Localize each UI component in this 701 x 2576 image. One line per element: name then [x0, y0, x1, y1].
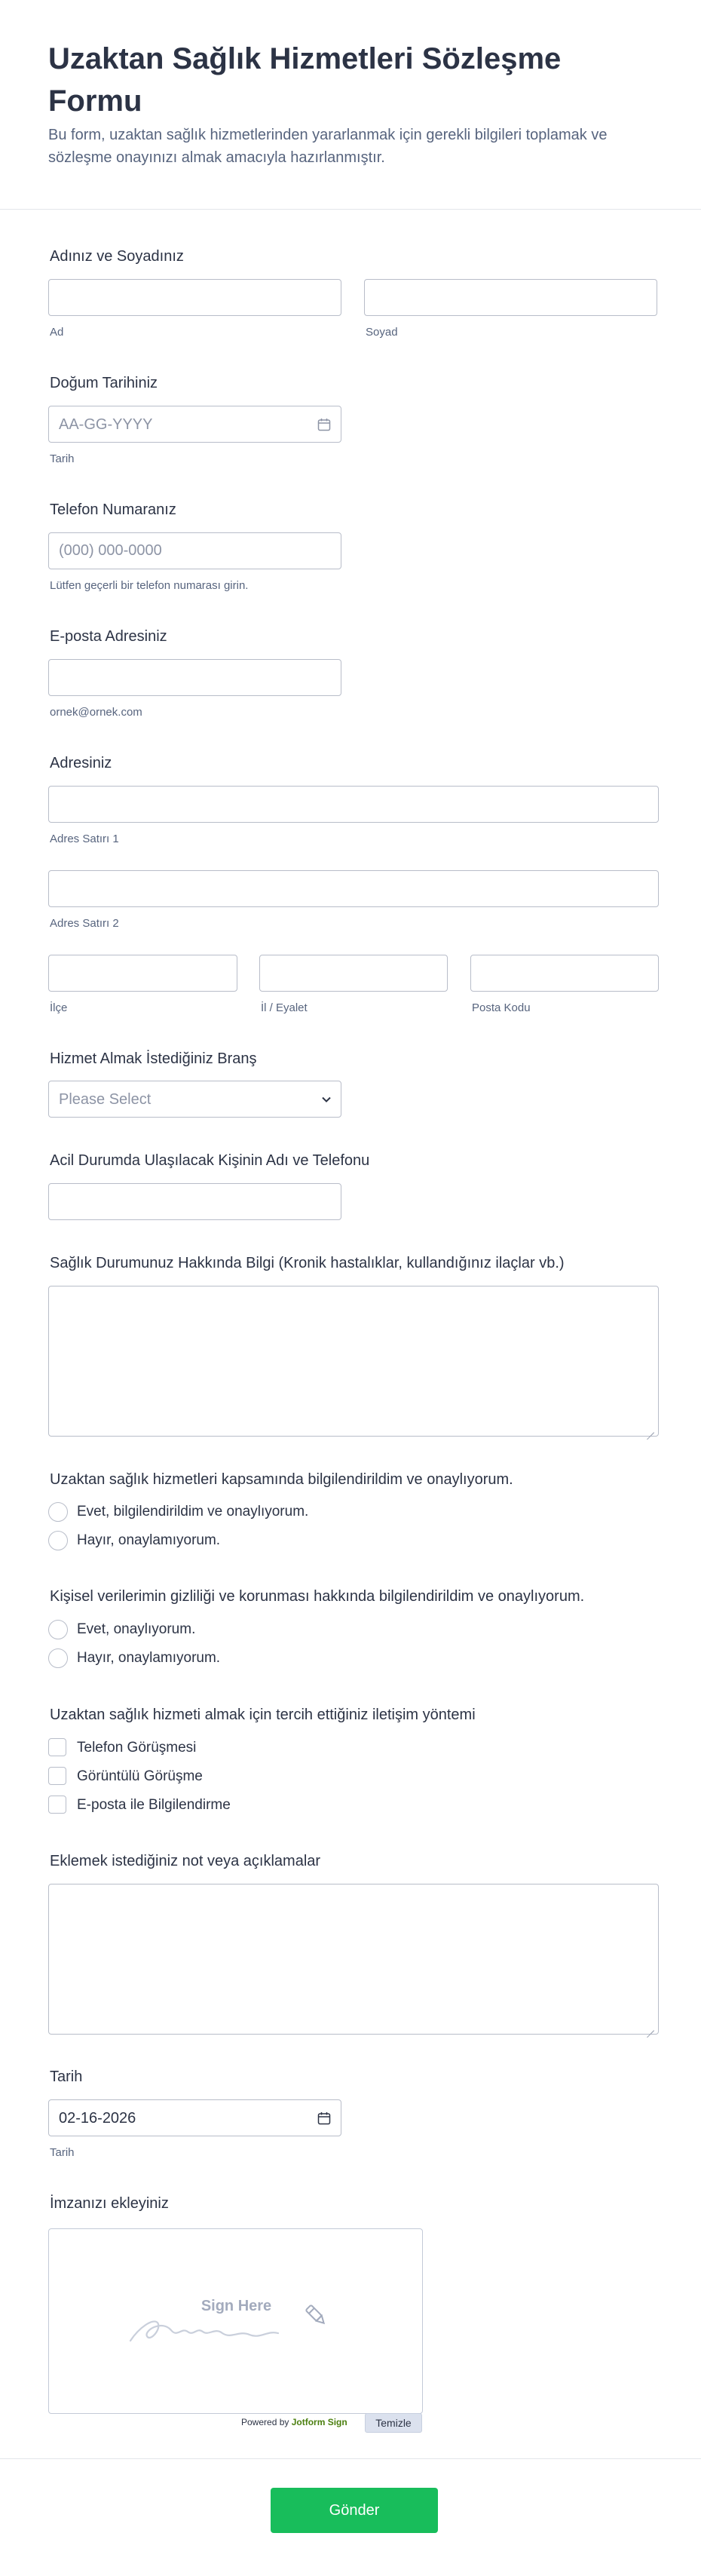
- phone-sublabel: Lütfen geçerli bir telefon numarası girin.: [50, 579, 249, 592]
- address-line2-sublabel: Adres Satırı 2: [50, 917, 119, 930]
- radio-button[interactable]: [48, 1620, 68, 1639]
- district-input[interactable]: [48, 955, 237, 992]
- submit-button[interactable]: Gönder: [271, 2488, 438, 2533]
- footer-divider: [0, 2458, 701, 2459]
- consent2-label: Kişisel verilerimin gizliliği ve korunması hakkında bilgilendirildim ve onaylıyorum.: [50, 1588, 585, 1605]
- signature-pad[interactable]: [48, 2228, 423, 2414]
- contact-option-label: E-posta ile Bilgilendirme: [77, 1797, 231, 1813]
- powered-by-prefix: Powered by: [241, 2417, 289, 2427]
- address-line1-sublabel: Adres Satırı 1: [50, 833, 119, 845]
- calendar-icon[interactable]: [317, 2111, 331, 2125]
- state-input[interactable]: [259, 955, 448, 992]
- phone-label: Telefon Numaranız: [50, 501, 176, 518]
- notes-resize-handle[interactable]: [647, 2023, 654, 2031]
- contact-option-label: Telefon Görüşmesi: [77, 1740, 197, 1756]
- checkbox[interactable]: [48, 1767, 66, 1785]
- address-line2-input[interactable]: [48, 870, 659, 907]
- clear-signature-button[interactable]: Temizle: [365, 2413, 422, 2433]
- form-header: [0, 0, 701, 210]
- sign-here-hint: Sign Here: [201, 2298, 272, 2314]
- signature-label: İmzanızı ekleyiniz: [50, 2195, 169, 2212]
- notes-label: Eklemek istediğiniz not veya açıklamalar: [50, 1853, 321, 1869]
- radio-button[interactable]: [48, 1502, 68, 1522]
- consent1-option-label: Hayır, onaylamıyorum.: [77, 1532, 221, 1548]
- consent1-label: Uzaktan sağlık hizmetleri kapsamında bilgilendirildim ve onaylıyorum.: [50, 1471, 513, 1488]
- birth-date-input[interactable]: [48, 406, 341, 443]
- notes-textarea[interactable]: [48, 1884, 659, 2035]
- radio-button[interactable]: [48, 1648, 68, 1668]
- radio-button[interactable]: [48, 1531, 68, 1550]
- branch-select-value: Please Select: [59, 1091, 152, 1108]
- birth-date-sublabel: Tarih: [50, 452, 75, 465]
- phone-input[interactable]: [48, 532, 341, 569]
- date-label: Tarih: [50, 2068, 83, 2085]
- birth-date-label: Doğum Tarihiniz: [50, 375, 158, 391]
- birth-date-placeholder: AA-GG-YYYY: [59, 416, 153, 433]
- chevron-down-icon: [321, 1094, 332, 1105]
- checkbox[interactable]: [48, 1738, 66, 1756]
- checkbox[interactable]: [48, 1796, 66, 1814]
- first-name-input[interactable]: [48, 279, 341, 316]
- consent2-option-label: Evet, onaylıyorum.: [77, 1621, 196, 1637]
- zip-input[interactable]: [470, 955, 659, 992]
- contact-option-label: Görüntülü Görüşme: [77, 1768, 203, 1784]
- powered-by-text: [241, 2417, 347, 2427]
- address-label: Adresiniz: [50, 755, 112, 771]
- health-label: Sağlık Durumunuz Hakkında Bilgi (Kronik hastalıklar, kullandığınız ilaçlar vb.): [50, 1255, 565, 1271]
- zip-sublabel: Posta Kodu: [472, 1001, 531, 1014]
- pen-icon: [302, 2302, 329, 2329]
- branch-select[interactable]: [48, 1081, 341, 1118]
- date-value: 02-16-2026: [59, 2110, 136, 2127]
- date-input[interactable]: [48, 2099, 341, 2136]
- first-name-sublabel: Ad: [50, 326, 64, 339]
- email-sublabel: ornek@ornek.com: [50, 706, 142, 719]
- health-textarea[interactable]: [48, 1286, 659, 1437]
- email-input[interactable]: [48, 659, 341, 696]
- last-name-input[interactable]: [364, 279, 657, 316]
- form-title: Uzaktan Sağlık Hizmetleri Sözleşme Formu: [48, 42, 562, 118]
- contact-method-label: Uzaktan sağlık hizmeti almak için tercih ettiğiniz iletişim yöntemi: [50, 1707, 476, 1723]
- form-description: Bu form, uzaktan sağlık hizmetlerinden yararlanmak için gerekli bilgileri toplamak ve sözleşme onayınızı almak amacıyla hazırlanmıştır.: [48, 127, 608, 166]
- last-name-sublabel: Soyad: [366, 326, 398, 339]
- district-sublabel: İlçe: [50, 1001, 68, 1014]
- state-sublabel: İl / Eyalet: [261, 1001, 308, 1014]
- emergency-input[interactable]: [48, 1183, 341, 1220]
- branch-label: Hizmet Almak İstediğiniz Branş: [50, 1050, 257, 1067]
- name-label: Adınız ve Soyadınız: [50, 248, 184, 265]
- health-resize-handle[interactable]: [647, 1425, 654, 1433]
- address-line1-input[interactable]: [48, 786, 659, 823]
- emergency-label: Acil Durumda Ulaşılacak Kişinin Adı ve Telefonu: [50, 1152, 370, 1169]
- date-sublabel: Tarih: [50, 2146, 75, 2159]
- email-label: E-posta Adresiniz: [50, 628, 167, 645]
- consent2-option-label: Hayır, onaylamıyorum.: [77, 1650, 221, 1666]
- powered-by-brand[interactable]: Jotform Sign: [291, 2417, 347, 2427]
- consent1-option-label: Evet, bilgilendirildim ve onaylıyorum.: [77, 1504, 309, 1520]
- calendar-icon[interactable]: [317, 418, 331, 431]
